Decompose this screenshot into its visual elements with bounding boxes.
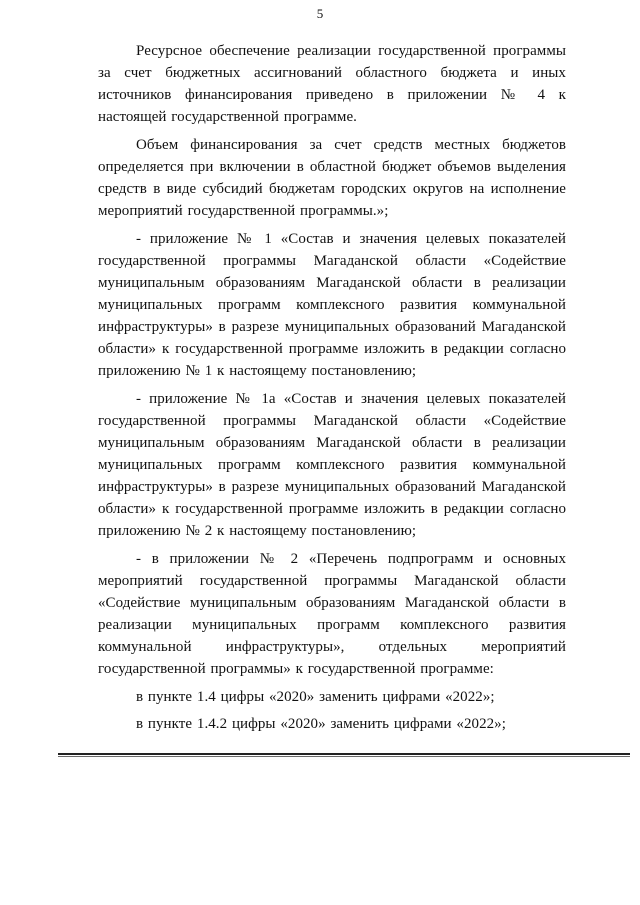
page-number: 5	[316, 6, 324, 21]
footer-divider	[58, 753, 630, 755]
paragraph-appendix-2: - в приложении № 2 «Перечень подпрограмм и основных мероприятий государственной программы Магаданской области «Содействие муниципальным образованиям Магаданской области в реализации муниципальных программ комплексного развития коммунальной инфраструктуры», отдельных мероприятий государственной программы» к государственной программе:	[98, 551, 566, 677]
paragraph-item-1-4-2: в пункте 1.4.2 цифры «2020» заменить цифрами «2022»;	[136, 716, 506, 732]
document-body	[98, 40, 566, 740]
paragraph-local-budget-financing: Объем финансирования за счет средств местных бюджетов определяется при включении в областной бюджет объемов выделения средств в виде субсидий бюджетам городских округов на исполнение мероприятий государственной программы.»;	[98, 137, 566, 219]
paragraph-resource-provision: Ресурсное обеспечение реализации государственной программы за счет бюджетных ассигнований областного бюджета и иных источников финансирования приведено в приложении № 4 к настоящей государственной программе.	[98, 43, 566, 125]
paragraph-appendix-1: - приложение № 1 «Состав и значения целевых показателей государственной программы Магаданской области «Содействие муниципальным образованиям Магаданской области в реализации муниципальных программ комплексного развития коммунальной инфраструктуры» в разрезе муниципальных образований Магаданской области» к государственной программе изложить в редакции согласно приложению № 1 к настоящему постановлению;	[98, 231, 566, 379]
paragraph-item-1-4: в пункте 1.4 цифры «2020» заменить цифрами «2022»;	[136, 689, 495, 705]
paragraph-appendix-1a: - приложение № 1а «Состав и значения целевых показателей государственной программы Магаданской области «Содействие муниципальным образованиям Магаданской области в реализации муниципальных программ комплексного развития коммунальной инфраструктуры» в разрезе муниципальных образований Магаданской области» к государственной программе изложить в редакции согласно приложению № 2 к настоящему постановлению;	[98, 391, 566, 539]
